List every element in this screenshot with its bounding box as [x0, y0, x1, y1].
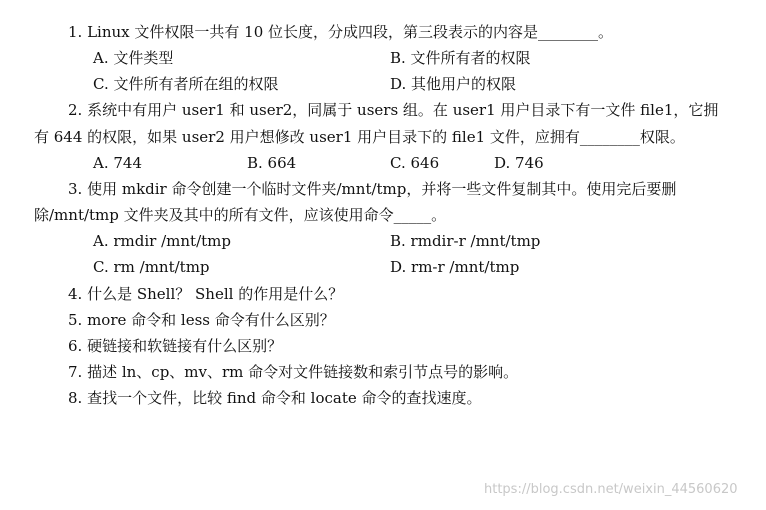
question-3-option-d: D. rm-r /mnt/tmp [390, 258, 520, 276]
question-1-option-c: C. 文件所有者所在组的权限 [93, 75, 279, 93]
question-2-option-c: C. 646 [390, 154, 440, 172]
question-3-text-line2: 除/mnt/tmp 文件夹及其中的所有文件，应该使用命令_____。 [34, 206, 447, 224]
question-1-option-d: D. 其他用户的权限 [390, 75, 517, 93]
question-2-option-a: A. 744 [93, 154, 142, 172]
question-3-option-b: B. rmdir-r /mnt/tmp [390, 232, 541, 250]
question-2-text-line2: 有 644 的权限，如果 user2 用户想修改 user1 用户目录下的 file1 文件，应拥有________权限。 [34, 128, 685, 146]
question-3-option-c: C. rm /mnt/tmp [93, 258, 210, 276]
question-2-option-b: B. 664 [247, 154, 297, 172]
question-3-option-a: A. rmdir /mnt/tmp [93, 232, 231, 250]
question-7-text: 7. 描述 ln、cp、mv、rm 命令对文件链接数和索引节点号的影响。 [68, 363, 519, 381]
question-2-text-line1: 2. 系统中有用户 user1 和 user2，同属于 users 组。在 user1 用户目录下有一文件 file1，它拥 [68, 101, 719, 119]
question-3-text-line1: 3. 使用 mkdir 命令创建一个临时文件夹/mnt/tmp，并将一些文件复制其中。使用完后要删 [68, 180, 677, 198]
question-1-option-b: B. 文件所有者的权限 [390, 49, 531, 67]
watermark: https://blog.csdn.net/weixin_44560620 [484, 482, 738, 497]
question-1-option-a: A. 文件类型 [93, 49, 174, 67]
question-4-text: 4. 什么是 Shell？ Shell 的作用是什么？ [68, 285, 344, 303]
question-8-text: 8. 查找一个文件，比较 find 命令和 locate 命令的查找速度。 [68, 389, 482, 407]
question-1-text: 1. Linux 文件权限一共有 10 位长度，分成四段，第三段表示的内容是________。 [68, 23, 614, 41]
question-5-text: 5. more 命令和 less 命令有什么区别？ [68, 311, 335, 329]
question-6-text: 6. 硬链接和软链接有什么区别？ [68, 337, 283, 355]
question-2-option-d: D. 746 [494, 154, 544, 172]
